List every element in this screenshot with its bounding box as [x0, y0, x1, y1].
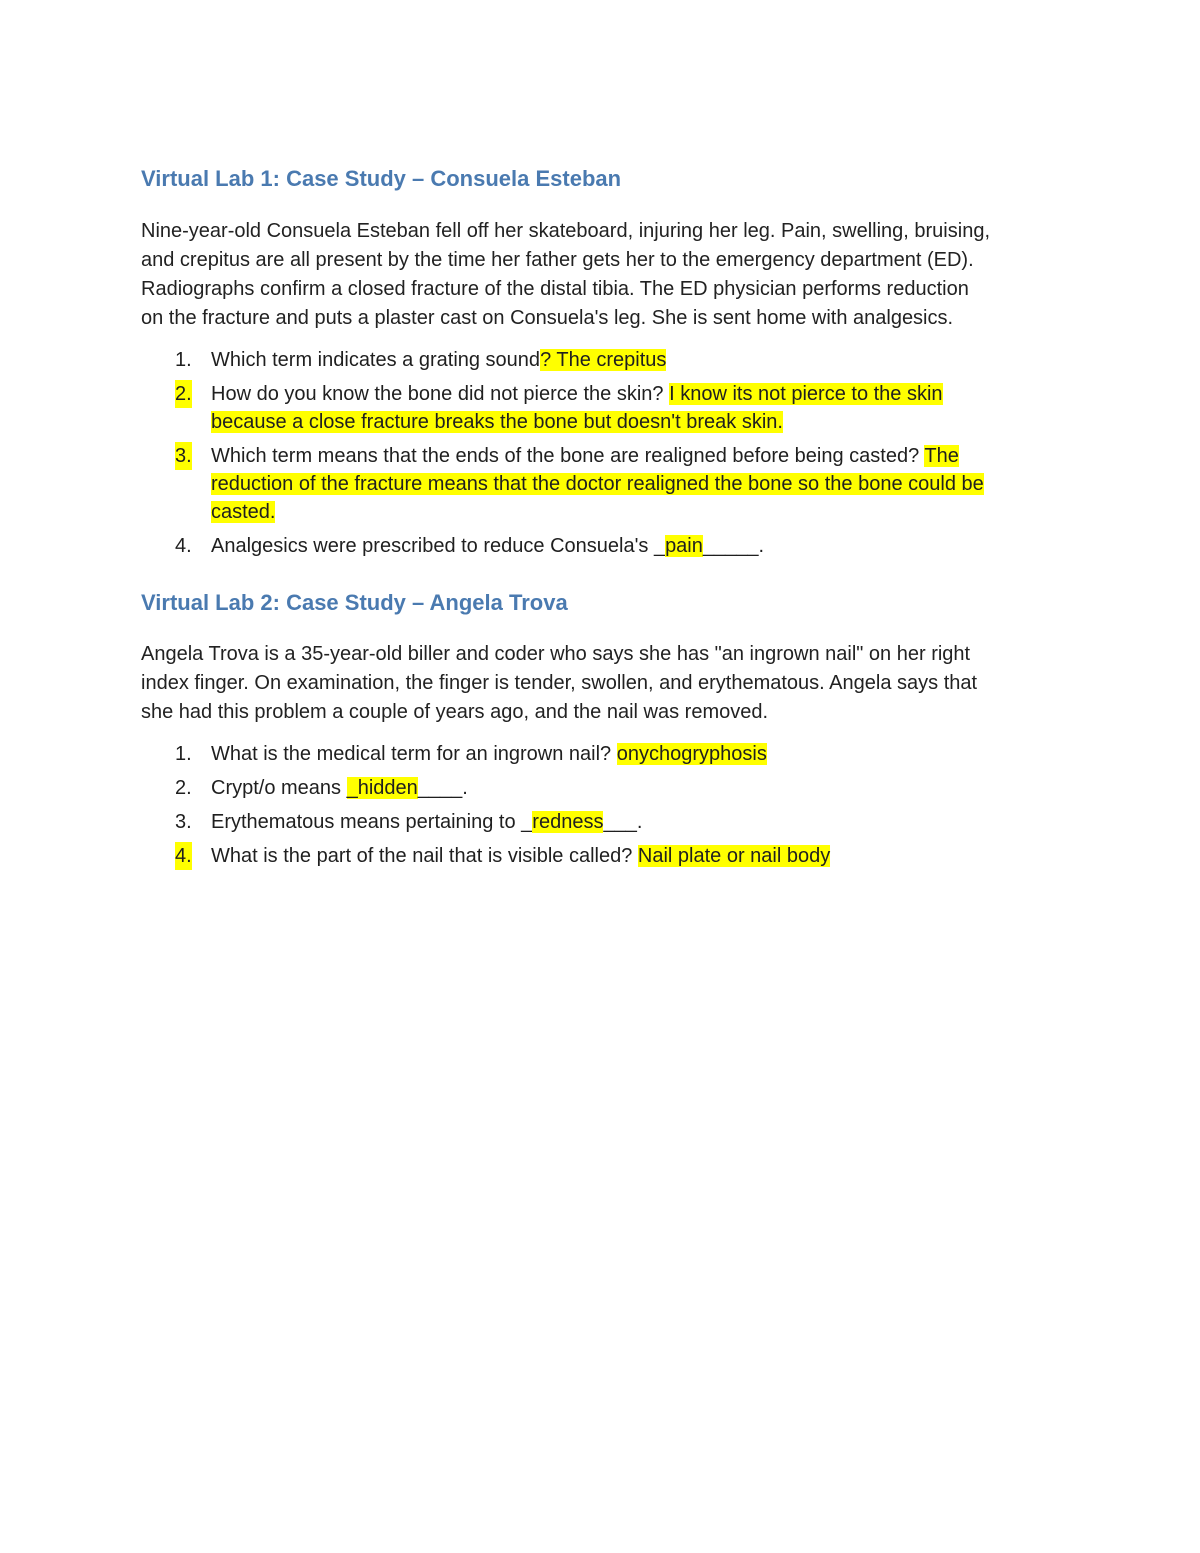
answer-highlight: ? The crepitus: [540, 349, 667, 371]
answer-highlight: redness: [532, 811, 604, 833]
answer-highlight: casted.: [211, 501, 276, 523]
answer-highlight: The: [924, 445, 959, 467]
lab1-question-2: [141, 380, 984, 436]
lab1-paragraph-line: Nine-year-old Consuela Esteban fell off her skateboard, injuring her leg. Pain, swelling, bruising,: [141, 220, 990, 242]
lab2-question-list: [141, 740, 830, 870]
answer-highlight: because a close fracture breaks the bone but doesn't break skin.: [211, 411, 783, 433]
question-number: 1.: [175, 349, 192, 371]
answer-highlight: Nail plate or nail body: [637, 845, 831, 867]
question-number: 4.: [175, 842, 192, 870]
answer-highlight: pain: [665, 535, 703, 557]
question-number: 2.: [175, 777, 192, 799]
lab1-question-1: [141, 346, 984, 374]
question-number: 3.: [175, 811, 192, 833]
question-number: 2.: [175, 380, 192, 408]
question-text: Which term means that the ends of the bone are realigned before being casted?: [211, 445, 925, 467]
answer-blank: ____.: [417, 777, 468, 799]
lab2-paragraph: [141, 640, 1071, 727]
lab2-paragraph-line: index finger. On examination, the finger is tender, swollen, and erythematous. Angela says that: [141, 672, 978, 694]
lab1-question-4: [141, 532, 984, 560]
lab2-question-2: [141, 774, 830, 802]
question-number: 3.: [175, 442, 192, 470]
answer-blank: ___.: [603, 811, 643, 833]
lab2-question-1: [141, 740, 830, 768]
answer-blank: _____.: [702, 535, 765, 557]
lab2-paragraph-line: she had this problem a couple of years ago, and the nail was removed.: [141, 701, 769, 723]
question-text: Erythematous means pertaining to _: [211, 811, 533, 833]
lab1-heading: Virtual Lab 1: Case Study – Consuela Esteban: [141, 166, 622, 191]
lab1-question-3: [141, 442, 984, 526]
lab1-paragraph: [141, 217, 1071, 333]
question-text: Which term indicates a grating sound: [211, 349, 541, 371]
lab1-paragraph-line: on the fracture and puts a plaster cast on Consuela's leg. She is sent home with analgesics.: [141, 307, 954, 329]
answer-highlight: I know its not pierce to the skin: [669, 383, 943, 405]
answer-highlight: reduction of the fracture means that the doctor realigned the bone so the bone could be: [211, 473, 984, 495]
lab2-question-4: [141, 842, 830, 870]
question-number: 4.: [175, 535, 192, 557]
lab1-paragraph-line: Radiographs confirm a closed fracture of the distal tibia. The ED physician performs reduction: [141, 278, 969, 300]
question-text: Crypt/o means: [211, 777, 347, 799]
lab2-heading: Virtual Lab 2: Case Study – Angela Trova: [141, 590, 568, 615]
answer-highlight: _hidden: [346, 777, 418, 799]
question-number: 1.: [175, 743, 192, 765]
lab1-question-list: [141, 346, 984, 560]
question-text: How do you know the bone did not pierce the skin?: [211, 383, 670, 405]
lab1-paragraph-line: and crepitus are all present by the time her father gets her to the emergency department (ED).: [141, 249, 974, 271]
lab2-question-3: [141, 808, 830, 836]
lab2-paragraph-line: Angela Trova is a 35-year-old biller and coder who says she has "an ingrown nail" on her right: [141, 643, 971, 665]
answer-highlight: onychogryphosis: [616, 743, 767, 765]
question-text: What is the medical term for an ingrown nail?: [211, 743, 617, 765]
question-text: Analgesics were prescribed to reduce Consuela's _: [211, 535, 666, 557]
question-text: What is the part of the nail that is visible called?: [211, 845, 638, 867]
